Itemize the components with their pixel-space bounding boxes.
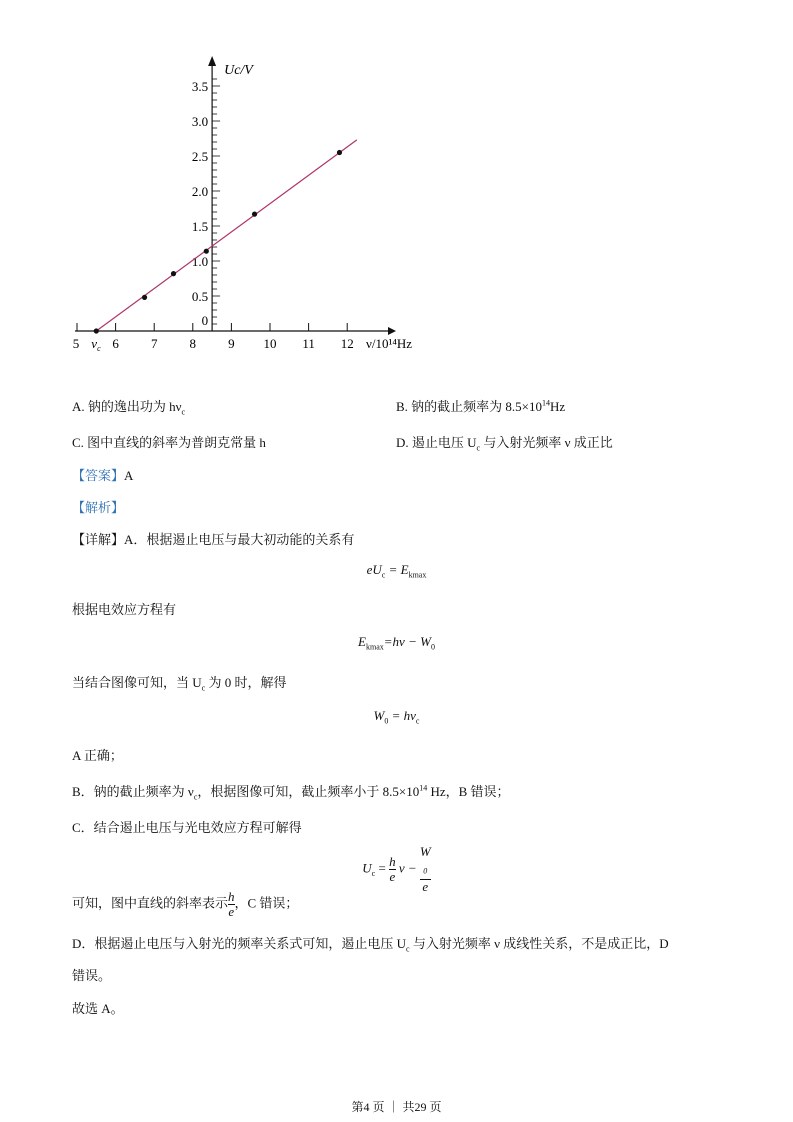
text-line-2: 根据电效应方程有 (72, 602, 177, 617)
y-tick-label: 0 (201, 313, 209, 328)
text-line-7: 可知，图中直线的斜率表示 $\frac{h}{e}$ ，C 错误； (72, 889, 299, 919)
text-line-4: A 正确； (72, 748, 123, 763)
data-point (171, 271, 176, 276)
uc-vs-frequency-chart (0, 0, 793, 370)
text-line-8: D．根据遏止电压与入射光的频率关系式可知，遏止电压 $U_c$ 与入射光频率 ν 成线性关系，不是成正比，D (72, 936, 669, 954)
option-c: C. 图中直线的斜率为普朗克常量 h (72, 435, 266, 450)
equation-2: $E_{kmax}=h\nu - W_0$ (358, 634, 435, 652)
text-line-9: 错误。 (72, 968, 112, 983)
y-axis-label: Uc/V (224, 63, 253, 78)
y-tick-label: 1.5 (191, 219, 209, 234)
data-point (94, 328, 99, 333)
x-tick-label: 6 (112, 336, 119, 351)
y-tick-label: 3.0 (191, 114, 209, 129)
equation-3: $W_0 = h\nu_c$ (373, 708, 420, 726)
y-tick-label: 2.0 (191, 184, 209, 199)
data-point (142, 295, 147, 300)
text-line-6: C．结合遏止电压与光电效应方程可解得 (72, 820, 302, 835)
option-a: A. 钠的逸出功为 $h\nu_c$ (72, 399, 186, 417)
x-tick-label: 11 (302, 336, 315, 351)
equation-1: $eU_c = E_{kmax}$ (366, 562, 427, 580)
option-d: D. 遏止电压 $U_c$ 与入射光频率 ν 成正比 (396, 435, 613, 453)
data-point (204, 249, 209, 254)
x-tick-label: 10 (263, 336, 277, 351)
text-line-3: 当结合图像可知，当 $U_c$ 为 0 时，解得 (72, 675, 287, 693)
x-tick-label: 8 (189, 336, 197, 351)
detail-line-1: 【详解】A．根据遏止电压与最大初动能的关系有 (72, 532, 355, 547)
x-axis-label: ν/10¹⁴Hz (366, 336, 413, 351)
x-tick-label: 9 (228, 336, 235, 351)
y-tick-label: 3.5 (191, 79, 209, 94)
answer: 【答案】A (72, 468, 134, 483)
x-tick-label: 5 (72, 336, 80, 351)
x-axis-arrow-icon (388, 327, 396, 335)
equation-4: $U_c$ = $\frac{h}{e}$ ν − W $_0$ e (362, 844, 431, 894)
text-line-10: 故选 A。 (72, 1001, 124, 1016)
fit-line (96, 140, 357, 331)
page-footer: 第4 页 ｜ 共29 页 (351, 1100, 442, 1114)
y-tick-label: 0.5 (191, 289, 209, 304)
option-b: B. 钠的截止频率为 $8.5\times 10^{14}Hz$ (396, 398, 566, 414)
data-point (252, 212, 257, 217)
x-tick-label: 7 (150, 336, 158, 351)
y-tick-label: 2.5 (191, 149, 209, 164)
x-tick-label: 12 (340, 336, 354, 351)
analysis-label: 【解析】 (72, 500, 125, 515)
text-line-5: B．钠的截止频率为 $\nu_c$，根据图像可知，截止频率小于 $8.5\times 10^{14}$ Hz，B 错误； (72, 783, 510, 802)
y-axis-arrow-icon (208, 56, 216, 66)
data-point (337, 150, 342, 155)
vc-label: $\nu_c$ (91, 336, 101, 353)
y-tick-label: 1.0 (191, 254, 209, 269)
